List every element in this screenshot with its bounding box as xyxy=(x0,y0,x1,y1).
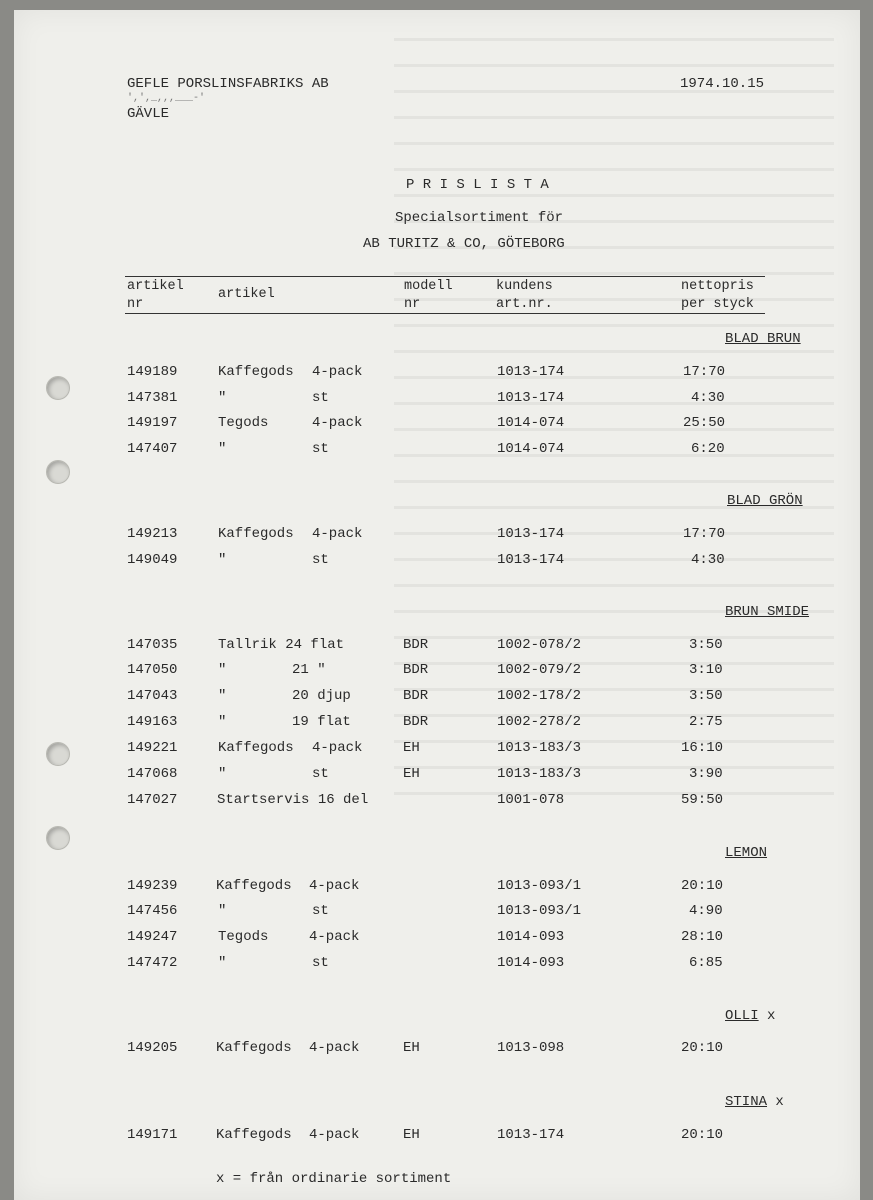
footnote: x = från ordinarie sortiment xyxy=(216,1171,452,1187)
cell-artikel: Kaffegods xyxy=(218,526,294,542)
cell-artikel: " xyxy=(218,955,227,971)
col-kundens-line1: kundens xyxy=(496,279,553,294)
cell-artikel-nr: 149163 xyxy=(127,714,178,730)
cell-typ: 20 djup xyxy=(292,688,351,704)
cell-artikel-nr: 147035 xyxy=(127,637,178,653)
cell-artikel: Kaffegods xyxy=(218,364,294,380)
cell-kund-nr: 1002-079/2 xyxy=(497,662,582,678)
cell-kund-nr: 1014-074 xyxy=(497,415,565,431)
col-kundens-line2: art.nr. xyxy=(496,297,553,312)
cell-typ: 21 " xyxy=(292,662,326,678)
cell-typ: 4-pack xyxy=(309,1040,360,1056)
cell-kund-nr: 1014-074 xyxy=(497,441,565,457)
section-heading-stina xyxy=(725,1094,784,1110)
cell-artikel-nr: 147068 xyxy=(127,766,178,782)
table-row xyxy=(0,637,873,657)
cell-pris: 3:10 xyxy=(689,662,723,678)
table-row xyxy=(0,903,873,923)
cell-kund-nr: 1014-093 xyxy=(497,929,565,945)
cell-typ: 4-pack xyxy=(309,1127,360,1143)
col-modell-nr-line1: modell xyxy=(404,279,453,294)
cell-artikel-nr: 149205 xyxy=(127,1040,178,1056)
cell-pris: 28:10 xyxy=(681,929,724,945)
cell-kund-nr: 1013-183/3 xyxy=(497,740,582,756)
table-row xyxy=(0,1040,873,1060)
cell-artikel: " xyxy=(218,662,227,678)
cell-pris: 3:50 xyxy=(689,688,723,704)
cell-artikel-nr: 149213 xyxy=(127,526,178,542)
cell-typ: 19 flat xyxy=(292,714,351,730)
cell-artikel-nr: 147407 xyxy=(127,441,178,457)
header-rule-top xyxy=(125,276,765,277)
cell-kund-nr: 1002-078/2 xyxy=(497,637,582,653)
cell-kund-nr: 1013-093/1 xyxy=(497,903,582,919)
subtitle-line-2: AB TURITZ & CO, GÖTEBORG xyxy=(363,236,565,252)
table-row xyxy=(0,955,873,975)
cell-artikel: Kaffegods xyxy=(216,1127,292,1143)
document-date: 1974.10.15 xyxy=(680,76,765,92)
cell-kund-nr: 1013-174 xyxy=(497,552,565,568)
cell-pris: 59:50 xyxy=(681,792,724,808)
cell-pris: 4:90 xyxy=(689,903,723,919)
cell-typ: st xyxy=(312,441,329,457)
cell-typ: st xyxy=(312,390,329,406)
cell-artikel: Kaffegods xyxy=(218,740,294,756)
col-artikel-nr-line2: nr xyxy=(127,297,144,312)
cell-typ: 4-pack xyxy=(312,364,363,380)
cell-pris: 25:50 xyxy=(683,415,726,431)
cell-typ: st xyxy=(312,552,329,568)
cell-artikel-nr: 147027 xyxy=(127,792,178,808)
cell-pris: 6:85 xyxy=(689,955,723,971)
cell-typ: 4-pack xyxy=(312,415,363,431)
company-name: GEFLE PORSLINSFABRIKS AB xyxy=(127,76,329,92)
rubber-stamp: ',',_,,,___-' xyxy=(127,93,206,104)
cell-pris: 4:30 xyxy=(691,552,725,568)
cell-modell: BDR xyxy=(403,688,429,704)
table-row xyxy=(0,1127,873,1147)
cell-pris: 17:70 xyxy=(683,526,726,542)
cell-artikel: " xyxy=(218,903,227,919)
table-row xyxy=(0,662,873,682)
cell-artikel: " xyxy=(218,441,227,457)
cell-pris: 3:90 xyxy=(689,766,723,782)
cell-pris: 4:30 xyxy=(691,390,725,406)
ordinary-range-marker: x xyxy=(775,1094,784,1110)
cell-artikel-nr: 149221 xyxy=(127,740,178,756)
cell-artikel: Tegods xyxy=(218,415,269,431)
cell-modell: BDR xyxy=(403,662,429,678)
cell-artikel: Startservis 16 del xyxy=(217,792,369,808)
ordinary-range-marker: x xyxy=(767,1008,776,1024)
cell-kund-nr: 1013-174 xyxy=(497,390,565,406)
cell-modell: EH xyxy=(403,740,420,756)
cell-modell: BDR xyxy=(403,637,429,653)
section-heading-lemon: LEMON xyxy=(725,845,768,861)
table-row xyxy=(0,441,873,461)
col-artikel: artikel xyxy=(218,287,275,302)
cell-artikel: Kaffegods xyxy=(216,878,292,894)
cell-kund-nr: 1013-098 xyxy=(497,1040,565,1056)
punch-hole xyxy=(46,460,70,484)
cell-artikel-nr: 147456 xyxy=(127,903,178,919)
section-heading-blad-brun: BLAD BRUN xyxy=(725,331,801,347)
cell-pris: 16:10 xyxy=(681,740,724,756)
section-heading-olli xyxy=(725,1008,775,1024)
cell-artikel: Tallrik 24 flat xyxy=(218,637,345,653)
cell-typ: 4-pack xyxy=(309,929,360,945)
table-row xyxy=(0,688,873,708)
cell-typ: 4-pack xyxy=(309,878,360,894)
cell-pris: 6:20 xyxy=(691,441,725,457)
cell-kund-nr: 1014-093 xyxy=(497,955,565,971)
col-nettopris-line1: nettopris xyxy=(681,279,754,294)
table-row xyxy=(0,390,873,410)
cell-kund-nr: 1013-183/3 xyxy=(497,766,582,782)
cell-modell: EH xyxy=(403,766,420,782)
col-artikel-nr-line1: artikel xyxy=(127,279,184,294)
cell-kund-nr: 1001-078 xyxy=(497,792,565,808)
cell-modell: EH xyxy=(403,1040,420,1056)
cell-artikel: " xyxy=(218,714,227,730)
header-rule-bottom xyxy=(125,313,765,314)
cell-typ: st xyxy=(312,955,329,971)
table-row xyxy=(0,929,873,949)
cell-artikel-nr: 149247 xyxy=(127,929,178,945)
cell-pris: 20:10 xyxy=(681,878,724,894)
table-row xyxy=(0,552,873,572)
cell-artikel-nr: 147381 xyxy=(127,390,178,406)
cell-kund-nr: 1013-174 xyxy=(497,1127,565,1143)
cell-pris: 3:50 xyxy=(689,637,723,653)
cell-artikel: Tegods xyxy=(218,929,269,945)
table-row xyxy=(0,878,873,898)
section-name: OLLI xyxy=(725,1008,759,1024)
cell-kund-nr: 1013-174 xyxy=(497,364,565,380)
table-row xyxy=(0,792,873,812)
cell-artikel-nr: 149197 xyxy=(127,415,178,431)
punch-hole xyxy=(46,826,70,850)
cell-artikel-nr: 147050 xyxy=(127,662,178,678)
cell-typ: st xyxy=(312,766,329,782)
cell-modell: BDR xyxy=(403,714,429,730)
cell-modell: EH xyxy=(403,1127,420,1143)
section-heading-blad-gron: BLAD GRÖN xyxy=(727,493,803,509)
document-title: P R I S L I S T A xyxy=(406,177,549,193)
table-row xyxy=(0,415,873,435)
cell-artikel: " xyxy=(218,688,227,704)
cell-artikel-nr: 147043 xyxy=(127,688,178,704)
cell-typ: 4-pack xyxy=(312,740,363,756)
cell-pris: 20:10 xyxy=(681,1040,724,1056)
col-modell-nr-line2: nr xyxy=(404,297,421,312)
cell-pris: 17:70 xyxy=(683,364,726,380)
cell-artikel-nr: 149239 xyxy=(127,878,178,894)
cell-kund-nr: 1013-093/1 xyxy=(497,878,582,894)
cell-kund-nr: 1002-278/2 xyxy=(497,714,582,730)
cell-artikel-nr: 149171 xyxy=(127,1127,178,1143)
company-city: GÄVLE xyxy=(127,106,170,122)
cell-typ: 4-pack xyxy=(312,526,363,542)
section-heading-brun-smide: BRUN SMIDE xyxy=(725,604,810,620)
cell-typ: st xyxy=(312,903,329,919)
cell-artikel-nr: 149189 xyxy=(127,364,178,380)
cell-artikel: " xyxy=(218,552,227,568)
col-nettopris-line2: per styck xyxy=(681,297,754,312)
cell-pris: 2:75 xyxy=(689,714,723,730)
table-row xyxy=(0,364,873,384)
table-row xyxy=(0,526,873,546)
cell-pris: 20:10 xyxy=(681,1127,724,1143)
cell-kund-nr: 1002-178/2 xyxy=(497,688,582,704)
cell-artikel-nr: 149049 xyxy=(127,552,178,568)
table-row xyxy=(0,766,873,786)
cell-artikel: Kaffegods xyxy=(216,1040,292,1056)
table-row xyxy=(0,714,873,734)
cell-artikel: " xyxy=(218,390,227,406)
subtitle-line-1: Specialsortiment för xyxy=(395,210,564,226)
cell-kund-nr: 1013-174 xyxy=(497,526,565,542)
table-row xyxy=(0,740,873,760)
cell-artikel-nr: 147472 xyxy=(127,955,178,971)
cell-artikel: " xyxy=(218,766,227,782)
section-name: STINA xyxy=(725,1094,768,1110)
